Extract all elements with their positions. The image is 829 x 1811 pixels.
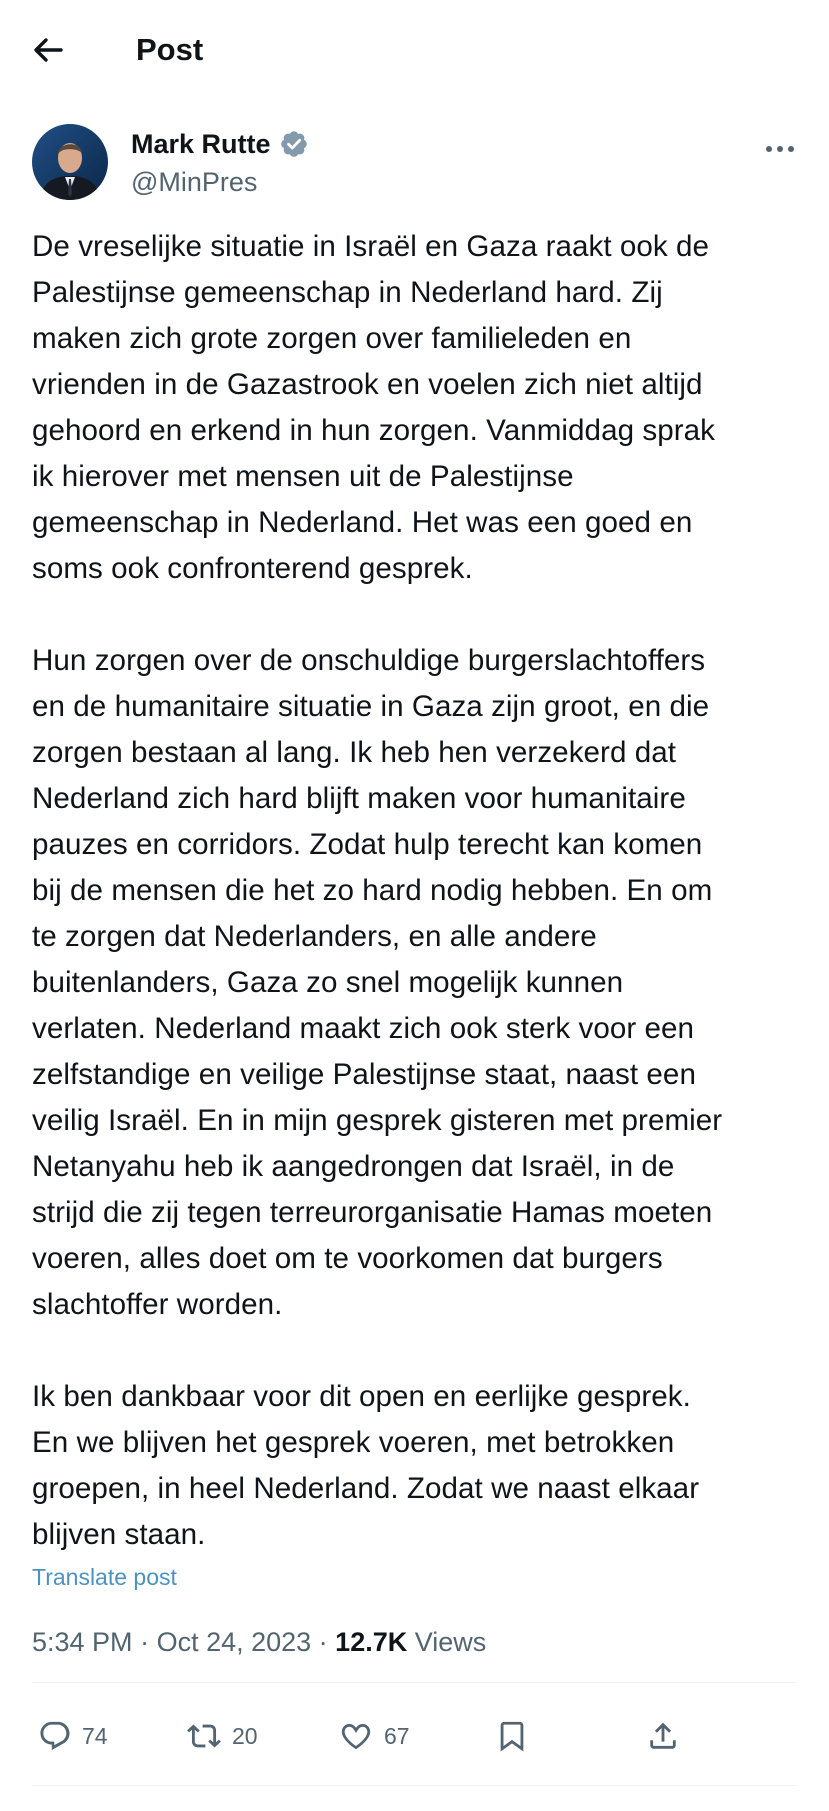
post-paragraph: Ik ben dankbaar voor dit open en eerlijke gesprek. En we blijven het gesprek voeren, met betrokken groepen, in heel Nederland. Zodat we naast elkaar blijven staan.: [32, 1380, 700, 1551]
reply-button[interactable]: [38, 1706, 108, 1766]
top-bar: [0, 0, 829, 100]
arrow-left-icon: [33, 37, 63, 63]
like-count: 67: [384, 1722, 410, 1749]
meta-separator: ·: [311, 1627, 336, 1657]
back-button[interactable]: [28, 30, 68, 70]
more-dots-icon: [765, 145, 795, 153]
post-author: [32, 124, 802, 204]
heart-icon: [338, 1719, 374, 1753]
repost-icon: [186, 1719, 222, 1753]
post-paragraph: De vreselijke situatie in Israël en Gaza raakt ook de Palestijnse gemeenschap in Nederland hard. Zij maken zich grote zorgen over familieleden en vrienden in de Gazastrook en voelen zich niet altijd gehoord en erkend in hun zorgen. Vanmiddag sprak ik hierover met mensen uit de Palestijnse gemeenschap in Nederland. Het was een goed en soms ook confronterend gesprek.: [32, 230, 715, 585]
reply-count: 74: [82, 1722, 108, 1749]
repost-button[interactable]: [186, 1706, 258, 1766]
divider: [32, 1682, 797, 1683]
post-text: [32, 224, 802, 1558]
share-button[interactable]: [646, 1706, 680, 1766]
views-count: 12.7K: [335, 1627, 408, 1657]
share-icon: [646, 1718, 680, 1754]
bookmark-button[interactable]: [495, 1706, 529, 1766]
post-date[interactable]: Oct 24, 2023: [156, 1627, 312, 1657]
action-bar: [32, 1706, 797, 1766]
views-label: Views: [407, 1627, 487, 1657]
bookmark-icon: [495, 1718, 529, 1754]
author-name[interactable]: Mark Rutte: [131, 129, 271, 159]
post-paragraph: Hun zorgen over de onschuldige burgerslachtoffers en de humanitaire situatie in Gaza zijn groot, en die zorgen bestaan al lang. Ik heb hen verzekerd dat Nederland zich hard blijft maken voor humanitaire pauzes en corridors. Zodat hulp terecht kan komen bij de mensen die het zo hard nodig hebben. En om te zorgen dat Nederlanders, en alle andere buitenlanders, Gaza zo snel mogelijk kunnen verlaten. Nederland maakt zich ook sterk voor een zelfstandige en veilige Palestijnse staat, naast een veilig Israël. En in mijn gesprek gisteren met premier Netanyahu heb ik aangedrongen dat Israël, in de strijd die zij tegen terreurorganisatie Hamas moeten voeren, alles doet om te voorkomen dat burgers slachtoffer worden.: [32, 644, 723, 1321]
avatar[interactable]: [32, 124, 108, 200]
page-title: Post: [136, 32, 204, 67]
divider: [32, 1785, 797, 1786]
post-time[interactable]: 5:34 PM: [32, 1627, 133, 1657]
bottom-spacer: [0, 1790, 829, 1811]
meta-separator: ·: [132, 1627, 157, 1657]
author-handle[interactable]: @MinPres: [131, 167, 258, 197]
verified-badge-icon: [279, 129, 309, 159]
more-options-button[interactable]: [758, 134, 802, 164]
repost-count: 20: [232, 1722, 258, 1749]
like-button[interactable]: [338, 1706, 410, 1766]
reply-icon: [38, 1719, 72, 1753]
post-metadata: [32, 1624, 486, 1660]
translate-post-link[interactable]: Translate post: [32, 1564, 177, 1590]
